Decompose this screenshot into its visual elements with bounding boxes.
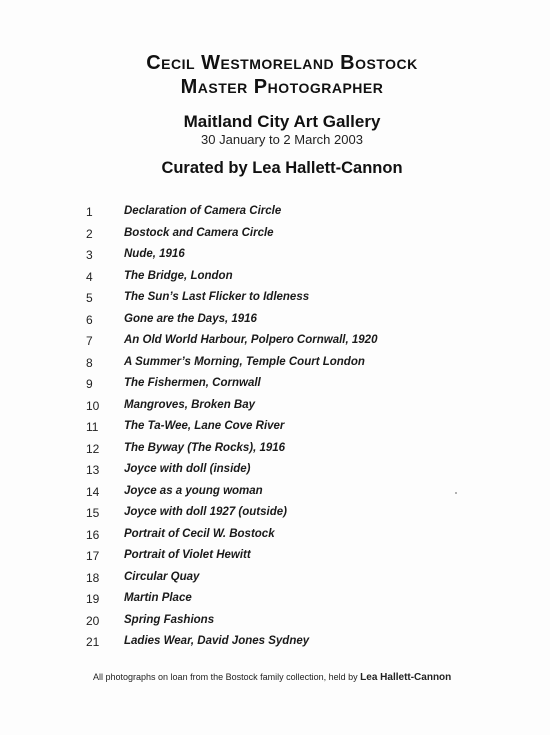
item-number: 15 xyxy=(86,506,100,520)
item-number: 14 xyxy=(86,484,100,499)
item-title: Gone are the Days, 1916 xyxy=(124,312,257,325)
item-title: Joyce with doll 1927 (outside) xyxy=(124,506,287,518)
item-number: 2 xyxy=(86,226,93,241)
item-number: 9 xyxy=(86,377,93,391)
footer-curator-name: Lea Hallett-Cannon xyxy=(360,672,452,683)
item-title: The Fishermen, Cornwall xyxy=(124,377,261,389)
item-number: 10 xyxy=(86,398,100,413)
item-title: Declaration of Camera Circle xyxy=(124,205,282,217)
item-title: Spring Fashions xyxy=(124,613,215,626)
item-title: An Old World Harbour, Polpero Cornwall, 1920 xyxy=(124,334,378,346)
title-line-2: Master Photographer xyxy=(180,76,384,98)
item-title: Mangroves, Broken Bay xyxy=(124,398,256,411)
exhibition-dates: 30 January to 2 March 2003 xyxy=(201,132,363,147)
item-title: The Sun’s Last Flicker to Idleness xyxy=(124,291,310,303)
item-number: 19 xyxy=(86,592,100,606)
footer-note xyxy=(93,672,451,683)
item-number: 8 xyxy=(86,355,93,370)
item-title: The Byway (The Rocks), 1916 xyxy=(124,441,286,454)
item-title: The Ta-Wee, Lane Cove River xyxy=(124,420,285,432)
item-number: 17 xyxy=(86,549,100,563)
item-title: The Bridge, London xyxy=(124,269,233,282)
scan-speck xyxy=(455,492,457,494)
item-title: Bostock and Camera Circle xyxy=(124,226,274,239)
footer-text: All photographs on loan from the Bostock family collection, held by xyxy=(93,672,361,682)
item-title: Ladies Wear, David Jones Sydney xyxy=(124,635,310,647)
item-title: Nude, 1916 xyxy=(124,248,185,260)
item-number: 6 xyxy=(86,312,93,327)
item-title: Portrait of Violet Hewitt xyxy=(124,549,251,561)
item-title: Joyce as a young woman xyxy=(124,484,263,497)
item-title: Circular Quay xyxy=(124,570,200,583)
item-title: A Summer’s Morning, Temple Court London xyxy=(124,355,365,368)
curator-line: Curated by Lea Hallett-Cannon xyxy=(161,159,403,177)
item-title: Joyce with doll (inside) xyxy=(124,463,251,475)
gallery-name: Maitland City Art Gallery xyxy=(183,112,381,131)
item-title: Martin Place xyxy=(124,592,192,604)
item-number: 21 xyxy=(86,635,100,649)
item-number: 16 xyxy=(86,527,100,542)
title-line-1: Cecil Westmoreland Bostock xyxy=(146,52,418,74)
item-number: 7 xyxy=(86,334,93,348)
item-number: 1 xyxy=(86,205,93,219)
item-number: 3 xyxy=(86,248,93,262)
item-number: 18 xyxy=(86,570,100,585)
item-number: 13 xyxy=(86,463,100,477)
item-number: 5 xyxy=(86,291,93,305)
item-title: Portrait of Cecil W. Bostock xyxy=(124,527,275,540)
item-number: 4 xyxy=(86,269,93,284)
item-number: 12 xyxy=(86,441,100,456)
item-number: 11 xyxy=(86,420,99,434)
item-number: 20 xyxy=(86,613,100,628)
